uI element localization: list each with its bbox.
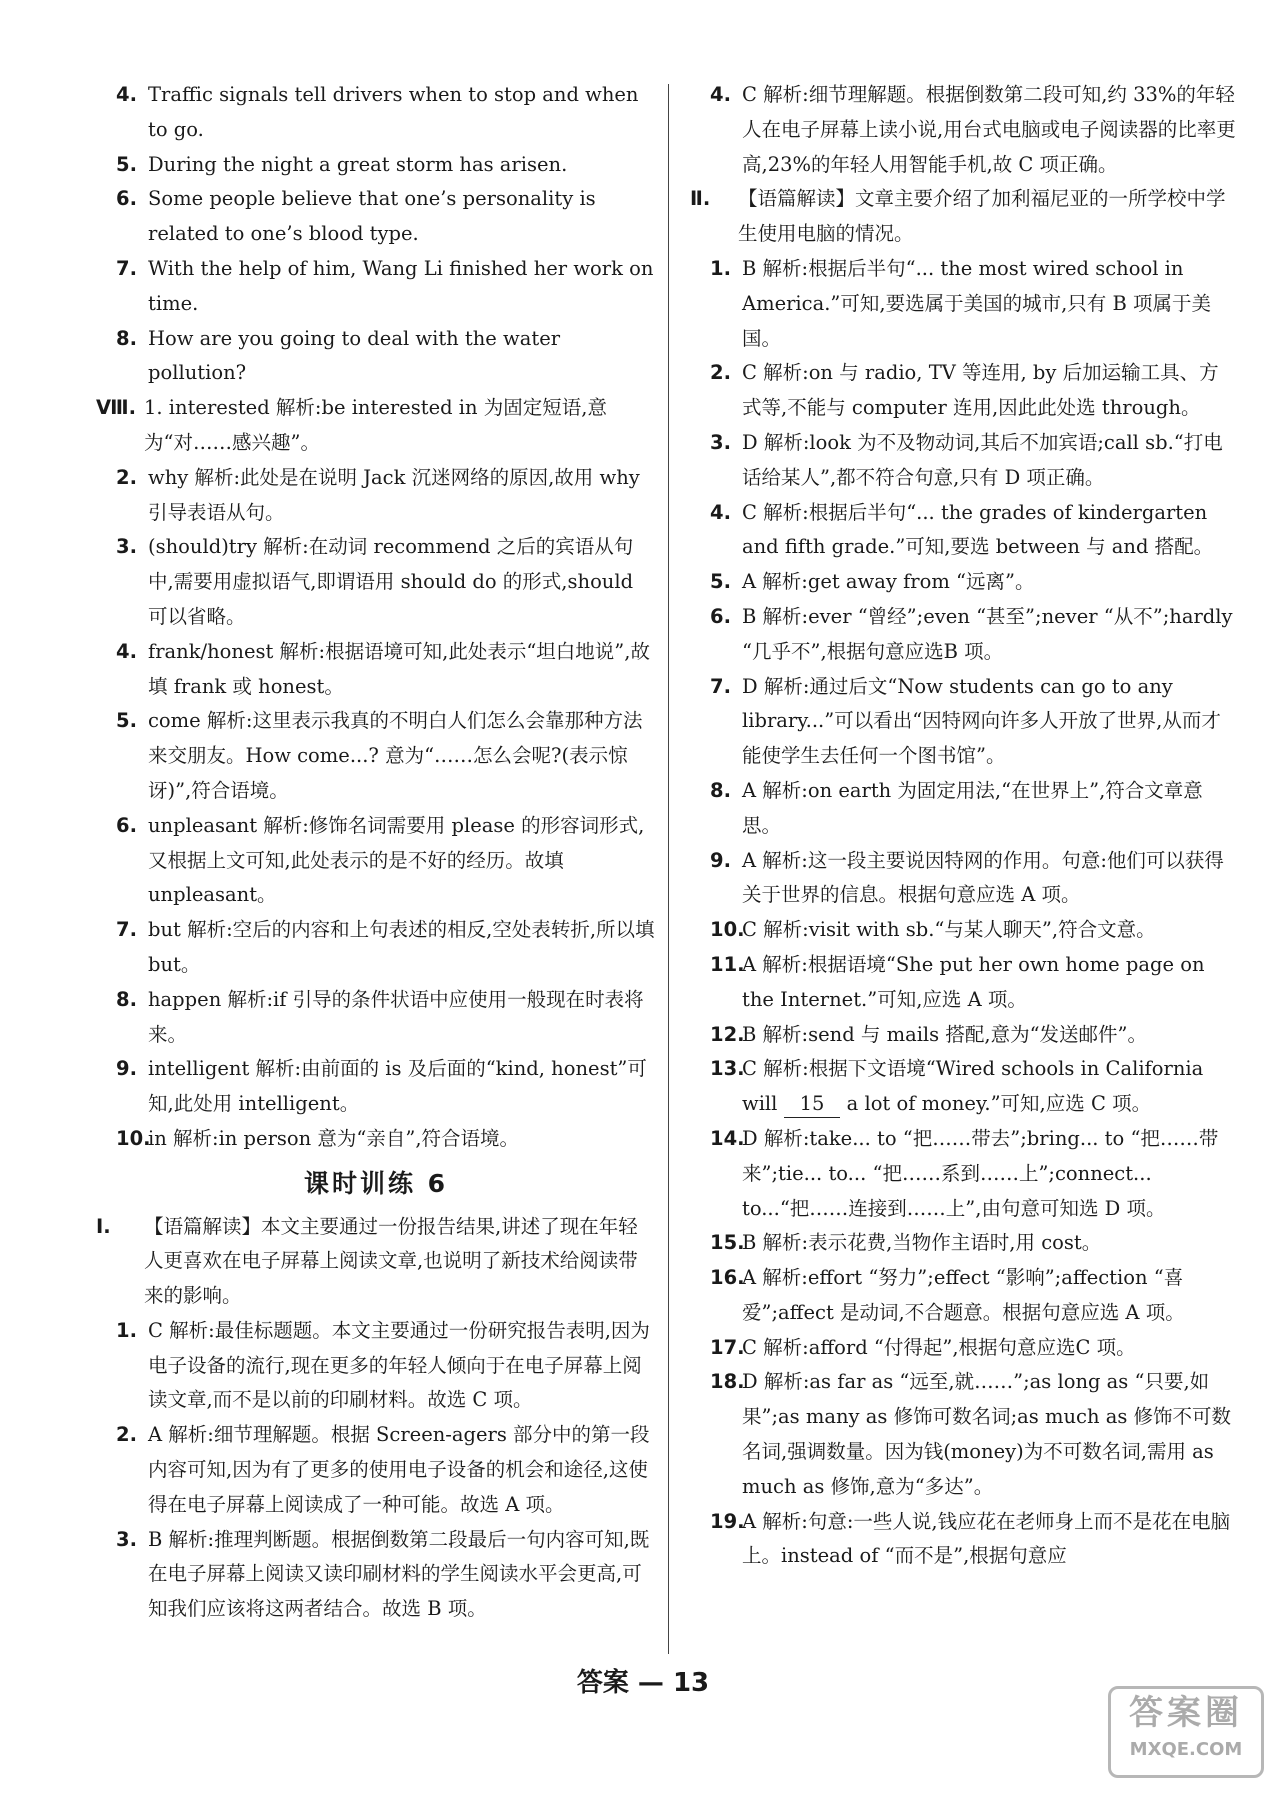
answer-item xyxy=(96,635,656,705)
answer-item xyxy=(96,322,656,392)
item-number: 4. xyxy=(116,83,137,106)
item-number: 3. xyxy=(116,535,137,559)
watermark-title: 答案圈 xyxy=(1129,1693,1243,1733)
answer-item xyxy=(96,182,656,252)
item-number: 10. xyxy=(116,1126,151,1150)
item-text: C 解析:细节理解题。根据倒数第二段可知,约 33%的年轻人在电子屏幕上读小说,用台式电脑或电子阅读器的比率更高,23%的年轻人用智能手机,故 C 项正确。 xyxy=(742,83,1236,176)
item-text: 1. interested 解析:be interested in 为固定短语,意为“对……感兴趣”。 xyxy=(144,396,607,454)
item-text: but 解析:空后的内容和上句表述的相反,空处表转折,所以填 but。 xyxy=(148,918,655,976)
item-text: With the help of him, Wang Li finished her work on time. xyxy=(148,256,654,315)
item-text: B 解析:表示花费,当物作主语时,用 cost。 xyxy=(742,1231,1102,1255)
item-text: a lot of money.”可知,应选 C 项。 xyxy=(840,1092,1152,1116)
answer-item xyxy=(96,704,656,808)
item-text: come 解析:这里表示我真的不明白人们怎么会靠那种方法来交朋友。How come...? 意为“……怎么会呢?(表示惊讶)”,符合语境。 xyxy=(148,709,643,802)
item-text: D 解析:as far as “远至,就……”;as long as “只要,如果”;as many as 修饰可数名词;as much as 修饰不可数名词,强调数量。因为钱(money)为不可数名词,需用 as much as 修饰,意为“多达”。 xyxy=(742,1370,1232,1498)
item-number: 17. xyxy=(710,1335,745,1359)
answer-item xyxy=(690,1331,1238,1366)
answer-item xyxy=(96,461,656,531)
answer-item xyxy=(690,1122,1238,1226)
item-text: Traffic signals tell drivers when to stop and when to go. xyxy=(148,83,639,141)
item-number: Ⅰ. xyxy=(96,1214,111,1238)
item-number: 2. xyxy=(116,465,137,489)
answer-item xyxy=(690,252,1238,356)
answer-item xyxy=(690,600,1238,670)
item-number: 16. xyxy=(710,1266,745,1290)
item-text: A 解析:on earth 为固定用法,“在世界上”,符合文章意思。 xyxy=(742,778,1203,837)
answer-item xyxy=(96,1314,656,1418)
item-number: 14. xyxy=(710,1126,745,1150)
answer-item xyxy=(690,426,1238,496)
item-text: C 解析:根据后半句“... the grades of kindergarten and fifth grade.”可知,要选 between 与 and 搭配。 xyxy=(742,500,1214,559)
item-number: 8. xyxy=(710,778,731,802)
answer-item xyxy=(96,1122,656,1157)
answer-item xyxy=(96,252,656,322)
item-text: why 解析:此处是在说明 Jack 沉迷网络的原因,故用 why 引导表语从句。 xyxy=(148,465,640,524)
watermark-url: MXQE.COM xyxy=(1129,1739,1243,1760)
item-text: A 解析:get away from “远离”。 xyxy=(742,570,1035,594)
item-number: 8. xyxy=(116,326,137,350)
answer-item xyxy=(96,809,656,913)
item-text: How are you going to deal with the water pollution? xyxy=(148,326,561,385)
answer-item xyxy=(690,913,1238,948)
answer-item xyxy=(96,1052,656,1122)
answer-item xyxy=(690,1505,1238,1575)
item-number: 7. xyxy=(710,674,731,698)
item-text: B 解析:ever “曾经”;even “甚至”;never “从不”;hardly “几乎不”,根据句意应选B 项。 xyxy=(742,604,1233,663)
item-text: B 解析:推理判断题。根据倒数第二段最后一句内容可知,既在电子屏幕上阅读又读印刷材料的学生阅读水平会更高,可知我们应该将这两者结合。故选 B 项。 xyxy=(148,1527,650,1621)
answer-item xyxy=(96,983,656,1053)
item-number: 13. xyxy=(710,1057,745,1081)
answer-item xyxy=(96,148,656,183)
item-number: 7. xyxy=(116,256,137,280)
item-number: 6. xyxy=(116,813,137,837)
item-number: 9. xyxy=(116,1057,137,1081)
item-number: 12. xyxy=(710,1022,745,1046)
item-number: 4. xyxy=(710,500,731,524)
answer-item xyxy=(690,78,1238,182)
section-intro xyxy=(690,182,1238,252)
item-number: 6. xyxy=(710,604,731,628)
item-text: frank/honest 解析:根据语境可知,此处表示“坦白地说”,故填 frank 或 honest。 xyxy=(148,639,650,698)
answer-item xyxy=(96,530,656,634)
answer-item xyxy=(690,948,1238,1018)
item-number: 8. xyxy=(116,987,137,1011)
answer-item xyxy=(96,1418,656,1522)
item-number: 1. xyxy=(116,1318,137,1342)
item-text: Some people believe that one’s personality is related to one’s blood type. xyxy=(148,187,596,246)
item-text: B 解析:根据后半句“... the most wired school in America.”可知,要选属于美国的城市,只有 B 项属于美国。 xyxy=(742,256,1212,350)
item-number: 18. xyxy=(710,1370,745,1394)
item-number: 11. xyxy=(710,952,745,976)
item-number: Ⅷ. xyxy=(96,396,137,420)
item-number: 15. xyxy=(710,1231,745,1255)
item-text: B 解析:send 与 mails 搭配,意为“发送邮件”。 xyxy=(742,1022,1148,1046)
item-text: A 解析:细节理解题。根据 Screen-agers 部分中的第一段内容可知,因为有了更多的使用电子设备的机会和途径,这使得在电子屏幕上阅读成了一种可能。故选 A 项。 xyxy=(148,1423,650,1516)
item-text: C 解析:visit with sb.“与某人聊天”,符合文意。 xyxy=(742,918,1156,942)
answer-item xyxy=(690,774,1238,844)
answer-item xyxy=(690,1226,1238,1261)
section-intro xyxy=(96,1210,656,1314)
item-text: A 解析:effort “努力”;effect “影响”;affection “喜爱”;affect 是动词,不合题意。根据句意应选 A 项。 xyxy=(742,1266,1185,1324)
right-column xyxy=(690,78,1238,1574)
item-text: D 解析:通过后文“Now students can go to any library...”可以看出“因特网向许多人开放了世界,从而才能使学生去任何一个图书馆”。 xyxy=(742,674,1221,768)
item-number: 4. xyxy=(710,83,731,106)
item-text: A 解析:这一段主要说因特网的作用。句意:他们可以获得关于世界的信息。根据句意应选 A 项。 xyxy=(742,848,1224,907)
item-text: D 解析:take... to “把……带去”;bring... to “把……带来”;tie... to... “把……系到……上”;connect... to...“把……连接到……上”,由句意可知选 D 项。 xyxy=(742,1126,1219,1220)
item-number: 2. xyxy=(116,1423,137,1447)
answer-item xyxy=(690,670,1238,774)
lesson-heading: 课时训练 6 xyxy=(303,1168,449,1198)
item-text: in 解析:in person 意为“亲自”,符合语境。 xyxy=(148,1126,520,1150)
answer-item xyxy=(690,356,1238,426)
item-number: 5. xyxy=(116,152,137,176)
answer-item xyxy=(690,1365,1238,1504)
item-number: 3. xyxy=(710,430,731,454)
item-number: 7. xyxy=(116,918,137,942)
item-number: 4. xyxy=(116,639,137,663)
item-text: C 解析:afford “付得起”,根据句意应选C 项。 xyxy=(742,1335,1136,1359)
item-text: unpleasant 解析:修饰名词需要用 please 的形容词形式,又根据上文可知,此处表示的是不好的经历。故填 unpleasant。 xyxy=(148,813,645,907)
column-divider xyxy=(668,84,669,1654)
item-text: C 解析:on 与 radio, TV 等连用, by 后加运输工具、方式等,不能与 computer 连用,因此此处选 through。 xyxy=(742,361,1219,420)
fill-blank: 15 xyxy=(784,1091,841,1118)
item-text: happen 解析:if 引导的条件状语中应使用一般现在时表将来。 xyxy=(148,987,644,1046)
left-column xyxy=(96,78,656,1627)
answer-item xyxy=(690,844,1238,914)
item-text: 【语篇解读】本文主要通过一份报告结果,讲述了现在年轻人更喜欢在电子屏幕上阅读文章,也说明了新技术给阅读带来的影响。 xyxy=(144,1214,638,1308)
answer-item xyxy=(96,78,656,148)
item-number: 1. xyxy=(710,256,731,280)
watermark-logo xyxy=(1108,1686,1264,1778)
answer-item xyxy=(96,1523,656,1627)
item-number: 10. xyxy=(710,918,745,942)
item-text: During the night a great storm has arisen. xyxy=(148,152,568,176)
item-number: 2. xyxy=(710,361,731,385)
item-number: Ⅱ. xyxy=(690,187,711,211)
answer-item xyxy=(690,496,1238,566)
item-text: intelligent 解析:由前面的 is 及后面的“kind, honest”可知,此处用 intelligent。 xyxy=(148,1057,647,1116)
answer-item xyxy=(690,1261,1238,1331)
item-number: 19. xyxy=(710,1509,745,1533)
item-text: C 解析:最佳标题题。本文主要通过一份研究报告表明,因为电子设备的流行,现在更多的年轻人倾向于在电子屏幕上阅读文章,而不是以前的印刷材料。故选 C 项。 xyxy=(148,1318,650,1412)
item-text: D 解析:look 为不及物动词,其后不加宾语;call sb.“打电话给某人”,都不符合句意,只有 D 项正确。 xyxy=(742,430,1223,489)
answer-item xyxy=(690,1018,1238,1053)
section-intro xyxy=(96,391,656,461)
item-number: 3. xyxy=(116,1527,137,1551)
item-number: 9. xyxy=(710,848,731,872)
answer-item xyxy=(690,1052,1238,1122)
answer-item xyxy=(96,913,656,983)
item-text: A 解析:根据语境“She put her own home page on the Internet.”可知,应选 A 项。 xyxy=(742,952,1205,1011)
item-number: 5. xyxy=(710,570,731,594)
item-text: 【语篇解读】文章主要介绍了加利福尼亚的一所学校中学生使用电脑的情况。 xyxy=(738,187,1226,246)
page-footer: 答案 — 13 xyxy=(576,1668,710,1698)
item-text: (should)try 解析:在动词 recommend 之后的宾语从句中,需要用虚拟语气,即谓语用 should do 的形式,should 可以省略。 xyxy=(148,535,634,628)
answer-item xyxy=(690,565,1238,600)
item-number: 5. xyxy=(116,709,137,733)
item-number: 6. xyxy=(116,187,137,211)
item-text: C 解析:根据下文语境“Wired schools in California will xyxy=(742,1057,1204,1116)
item-text: A 解析:句意:一些人说,钱应花在老师身上而不是花在电脑上。instead of “而不是”,根据句意应 xyxy=(742,1509,1231,1568)
